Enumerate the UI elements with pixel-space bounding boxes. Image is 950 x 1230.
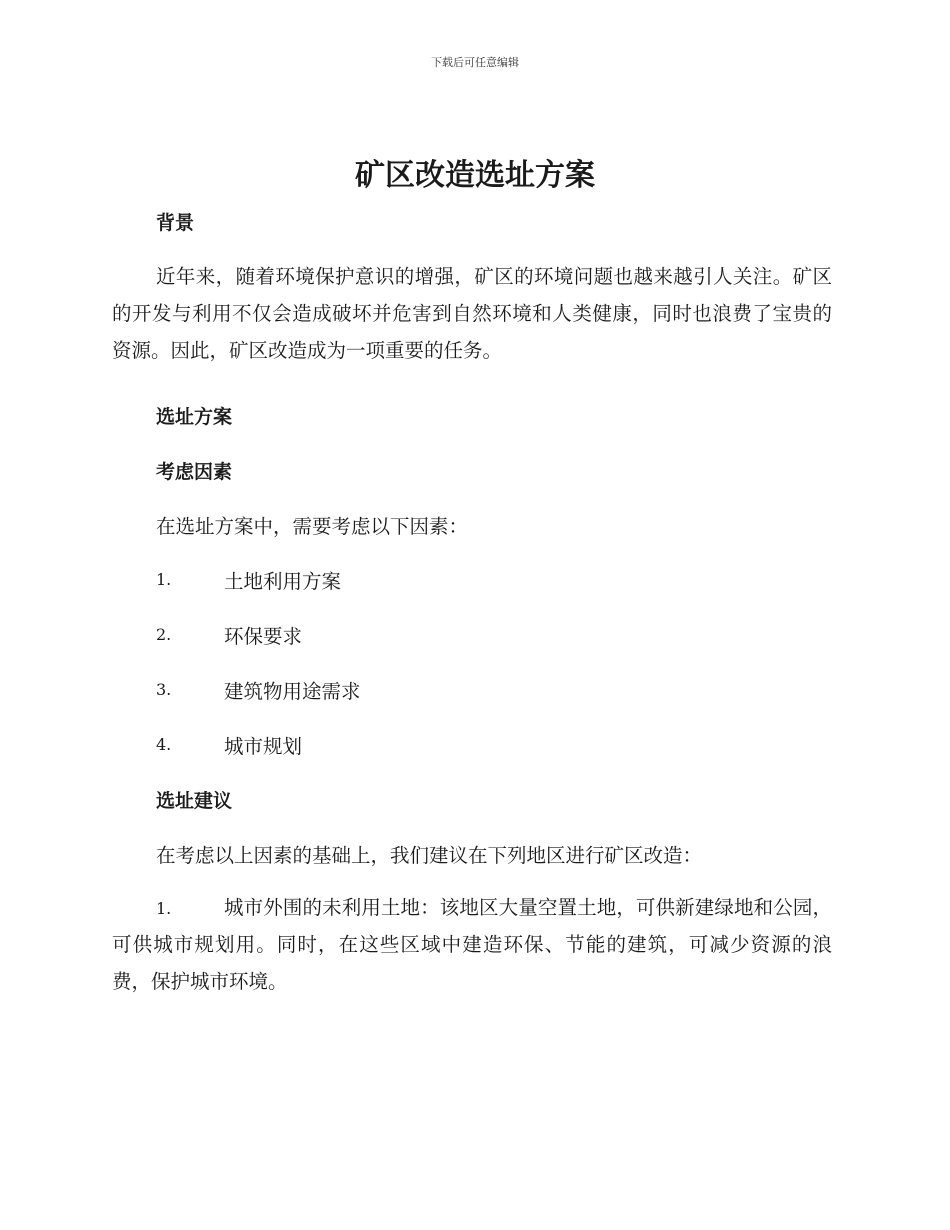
list-item-number: 3. bbox=[156, 680, 172, 699]
background-paragraph: 近年来，随着环境保护意识的增强，矿区的环境问题也越来越引人关注。矿区的开发与利用不仅会造成破坏并危害到自然环境和人类健康，同时也浪费了宝贵的资源。因此，矿区改造成为一项重要的任务。 bbox=[112, 265, 832, 362]
list-item-number: 1. bbox=[156, 570, 172, 589]
heading-background: 背景 bbox=[156, 212, 195, 234]
heading-suggestion: 选址建议 bbox=[156, 790, 233, 812]
document-title: 矿区改造选址方案 bbox=[355, 158, 595, 193]
header-note: 下载后可任意编辑 bbox=[431, 56, 519, 69]
list-item-text: 城市规划 bbox=[224, 735, 303, 758]
list-item-number: 2. bbox=[156, 625, 172, 644]
list-item-number: 4. bbox=[156, 735, 172, 754]
suggestion-paragraph: 城市外围的未利用土地：该地区大量空置土地，可供新建绿地和公园，可供城市规划用。同时，在这些区域中建造环保、节能的建筑，可减少资源的浪费，保护城市环境。 bbox=[112, 896, 832, 993]
factors-intro: 在选址方案中，需要考虑以下因素： bbox=[156, 515, 469, 538]
list-item-text: 建筑物用途需求 bbox=[224, 680, 361, 703]
heading-factors: 考虑因素 bbox=[156, 461, 233, 483]
suggestion-number: 1. bbox=[156, 899, 172, 918]
list-item-text: 土地利用方案 bbox=[224, 570, 342, 593]
heading-site-plan: 选址方案 bbox=[156, 406, 233, 428]
list-item-text: 环保要求 bbox=[224, 625, 303, 648]
suggestion-intro: 在考虑以上因素的基础上，我们建议在下列地区进行矿区改造： bbox=[156, 844, 703, 867]
